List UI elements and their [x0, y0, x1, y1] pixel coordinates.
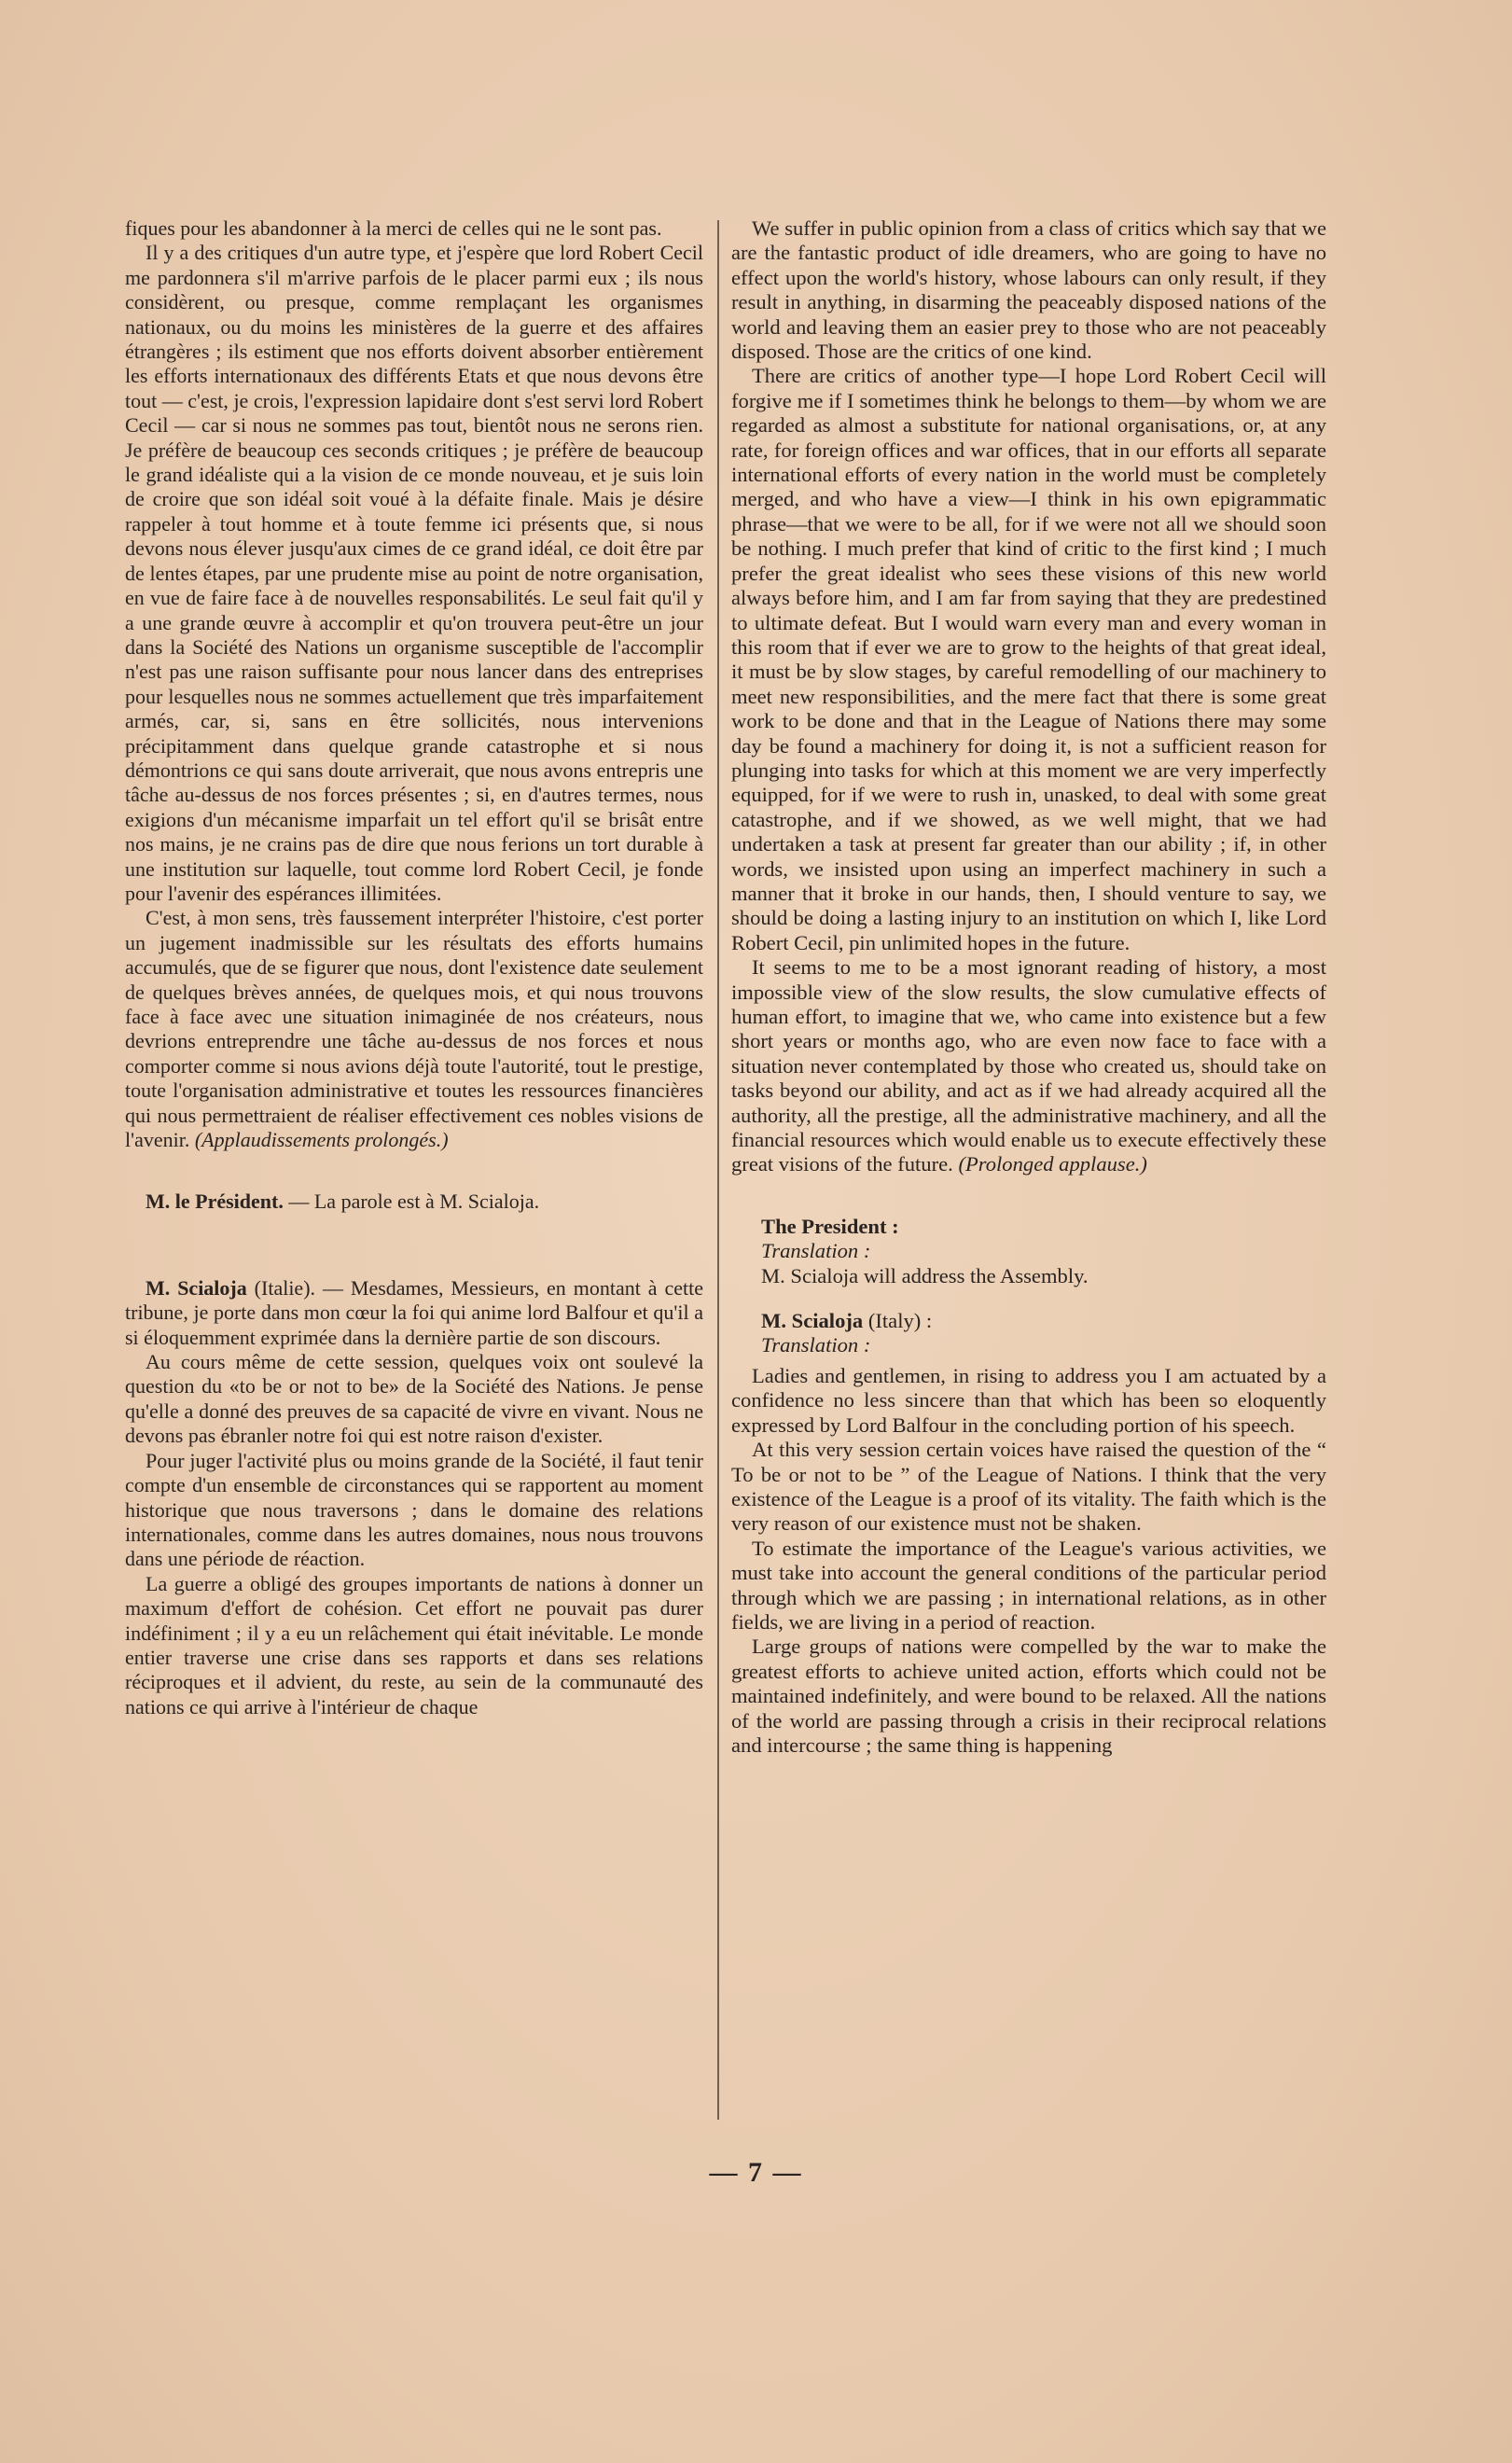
speech-text: — La parole est à M. Scialoja.: [283, 1190, 540, 1214]
translation-label: Translation :: [761, 1333, 871, 1357]
english-column: [731, 216, 1326, 1758]
column-divider: [717, 220, 719, 2120]
speaker-name: M. le Président.: [146, 1190, 284, 1214]
paragraph: We suffer in public opinion from a class of critics which say that we are the fantastic product of idle dreamers, who are going to have no effect upon the world's history, whose labours can only result, if they result in anything, in disarming the peaceably disposed nations of the world and leaving them an easier prey to those who are not peaceably disposed. Those are the critics of one kind.: [731, 216, 1326, 364]
paragraph: Large groups of nations were compelled by the war to make the greatest efforts to achieve united action, efforts which could not be maintained indefinitely, and were bound to be relaxed. All the nations of the world are passing through a crisis in their reciprocal relations and intercourse ; the same thing is happening: [731, 1635, 1326, 1757]
paragraph: [731, 955, 1326, 1177]
translation-label: Translation :: [761, 1239, 871, 1263]
paragraph: Il y a des critiques d'un autre type, et j'espère que lord Robert Cecil me pardonnera s'il m'arrive parfois de le placer parmi eux ; ils nous considèrent, ou presque, comme remplaçant les organismes nationaux, ou du moins les ministères de la guerre et des affaires étrangères ; ils estiment que nos efforts doivent absorber entièrement les efforts internationaux des différents Etats et que nous devons être tout — c'est, je crois, l'expression lapidaire dont s'est servi lord Robert Cecil — car si nous ne sommes pas tout, bientôt nous ne serons rien. Je préfère de beaucoup ces seconds critiques ; je préfère de beaucoup le grand idéaliste qui a la vision de ce monde nouveau, et je suis loin de croire que son idéal soit voué à la défaite finale. Mais je désire rappeler à tout homme et à toute femme ici présents que, si nous devons nous élever jusqu'aux cimes de ce grand idéal, ce doit être par de lentes étapes, par une prudente mise au point de notre organisation, en vue de faire face à de nouvelles responsabilités. Le seul fait qu'il y a une grande œuvre à accomplir et qu'on trouvera peut-être un jour dans la Société des Nations un organisme susceptible de l'accomplir n'est pas une raison suffisante pour nous lancer dans des entreprises pour lesquelles nous ne sommes actuellement que très imparfaitement armés, car, si, sans en être sollicités, nous intervenions précipitamment dans quelque grande catastrophe et si nous démontrions ce qui sans doute arriverait, que nous avons entrepris une tâche au-dessus de nos forces présentes ; si, en d'autres termes, nous exigions d'un mécanisme imparfait un tel effort qu'il se brisât entre nos mains, je ne crains pas de dire que nous ferions un tort durable à une institution sur laquelle, tout comme lord Robert Cecil, je fonde pour l'avenir des espérances illimitées.: [125, 241, 703, 905]
president-line: [125, 1190, 703, 1214]
paragraph: Au cours même de cette session, quelques voix ont soulevé la question du «to be or not to be» de la Société des Nations. Je pense qu'elle a donné des preuves de sa capacité de vivre en vivant. Nous ne devons pas ébranler notre foi qui est notre raison d'exister.: [125, 1350, 703, 1448]
speaker-name: M. Scialoja: [146, 1275, 247, 1300]
applause-note: (Prolonged applause.): [958, 1152, 1147, 1176]
page-number: — 7 —: [709, 2157, 803, 2188]
speaker-country: (Italy) :: [863, 1309, 933, 1333]
paragraph: Ladies and gentlemen, in rising to address you I am actuated by a confidence no less sincere than that which has been so eloquently expressed by Lord Balfour in the concluding portion of his speech.: [731, 1363, 1326, 1437]
paragraph: There are critics of another type—I hope Lord Robert Cecil will forgive me if I sometimes think he belongs to them—by whom we are regarded as almost a substitute for national organisations, or, at any rate, for foreign offices and war offices, that in our efforts all separate international efforts of every nation in the world must be completely merged, and who have a view—I think in his own epigrammatic phrase—that we were to be all, for if we were not all we should soon be nothing. I much prefer that kind of critic to the first kind ; I much prefer the great idealist who sees these visions of this new world always before him, and I am far from saying that they are predestined to ultimate defeat. But I would warn every man and every woman in this room that if ever we are to grow to the heights of that great ideal, it must be by slow stages, by careful remodelling of our machinery to meet new responsibilities, and the mere fact that there is some great work to be done and that in the League of Nations there may some day be found a machinery for doing it, is not a sufficient reason for plunging into tasks for which at this moment we are very imperfectly equipped, for if we were to rush in, unasked, to deal with some great catastrophe, and if we showed, as we well might, that we had undertaken a task at present far greater than our ability ; if, in other words, we insisted upon using an imperfect machinery in such a manner that it broke in our hands, then, I should venture to say, we should be doing a lasting injury to an institution on which I, like Lord Robert Cecil, pin unlimited hopes in the future.: [731, 364, 1326, 954]
paragraph: [125, 906, 703, 1152]
paragraph: La guerre a obligé des groupes importants de nations à donner un maximum d'effort de cohésion. Cet effort ne pouvait pas durer indéfiniment ; il y a eu un relâchement qui était inévitable. Le monde entier traverse une crise dans ses rapports et dans ses relations réciproques et il advient, du reste, au sein de la communauté des nations ce qui arrive à l'intérieur de chaque: [125, 1571, 703, 1719]
paragraph-text: C'est, à mon sens, très faussement interpréter l'histoire, c'est porter un jugement inadmissible sur les résultats des efforts humains accumulés, que de se figurer que nous, dont l'existence date seulement de quelques brèves années, de quelques mois, et qui nous trouvons face à face avec une situation inimaginée de nos créateurs, nous devrions entreprendre une tâche au-dessus de nos forces et nous comporter comme si nous avions déjà toute l'autorité, tout le prestige, toute l'organisation administrative et toutes les ressources financières qui nous permettraient de réaliser effectivement ces nobles visions de l'avenir.: [125, 906, 703, 1152]
speaker-name: M. Scialoja: [761, 1309, 864, 1333]
paragraph: At this very session certain voices have raised the question of the “ To be or not to be ” of the League of Nations. I think that the very existence of the League is a proof of its vitality. The faith which is the very reason of our existence must not be shaken.: [731, 1438, 1326, 1536]
speaker-line: [731, 1309, 1326, 1333]
paragraph-text: It seems to me to be a most ignorant reading of history, a most impossible view of the slow results, the slow cumulative effects of human effort, to imagine that we, who came into existence but a few short years or months ago, who are even now face to face with a situation never contemplated by those who created us, should take on tasks beyond our ability, and act as if we had already acquired all the authority, all the prestige, all the administrative machinery, and all the financial resources which would enable us to execute effectively these great visions of the future.: [731, 955, 1326, 1176]
speaker-name: The President :: [761, 1214, 899, 1238]
speech-text: (Italie). — Mesdames, Messieurs, en montant à cette tribune, je porte dans mon cœur la foi qui anime lord Balfour et qu'il a si éloquemment exprimée dans la dernière partie de son discours.: [125, 1275, 703, 1349]
speech-text: M. Scialoja will address the Assembly.: [761, 1263, 1089, 1287]
applause-note: (Applaudissements prolongés.): [194, 1128, 449, 1152]
paragraph: fiques pour les abandonner à la merci de celles qui ne le sont pas.: [125, 216, 662, 240]
paragraph: To estimate the importance of the League's various activities, we must take into account the general conditions of the particular period through which we are passing ; in international relations, as in other fields, we are living in a period of reaction.: [731, 1536, 1326, 1634]
paragraph: Pour juger l'activité plus ou moins grande de la Société, il faut tenir compte d'un ensemble de circonstances qui se rapportent au moment historique que nous traversons ; dans le domaine des relations internationales, comme dans les autres domaines, nous nous trouvons dans une période de réaction.: [125, 1448, 703, 1571]
french-column: [125, 216, 703, 1719]
paragraph: [125, 1276, 703, 1350]
